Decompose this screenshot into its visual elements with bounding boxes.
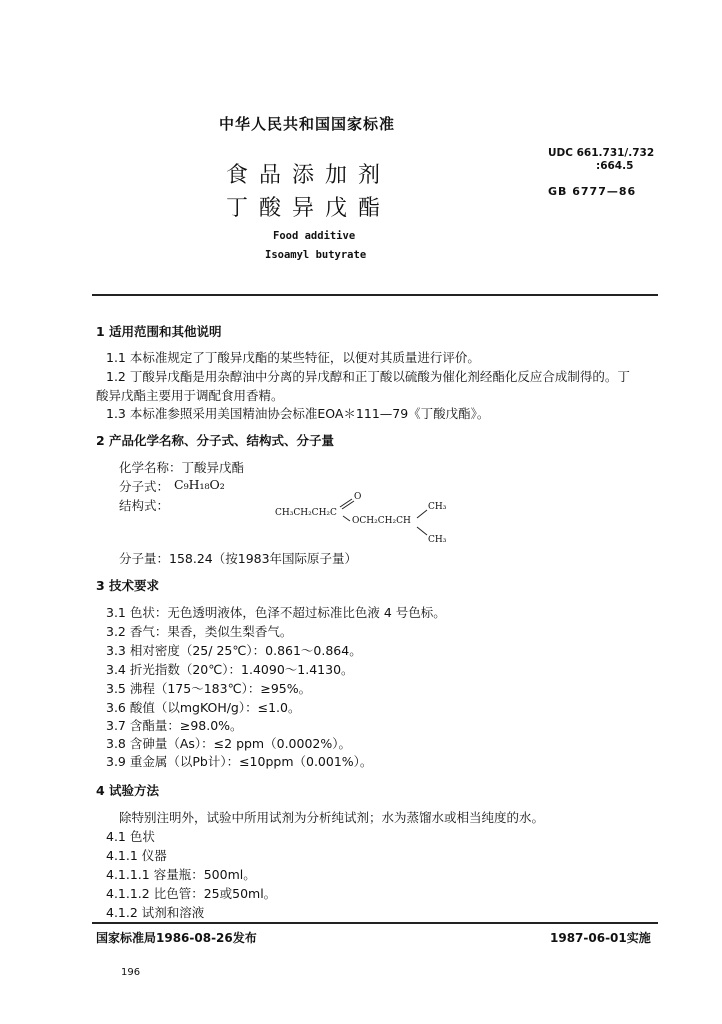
clause-1-3: 1.3 本标准参照采用美国精油协会标准EOA＊111—79《丁酸戊酯》。 — [106, 406, 490, 421]
effective-date: 1987-06-01实施 — [550, 931, 651, 945]
page-number: 196 — [121, 967, 141, 978]
clause-3-5: 3.5 沸程（175～183℃）：≥95%。 — [106, 681, 312, 696]
structure-methyl-top: CH₃ — [428, 502, 447, 512]
structure-carbonyl-oxygen: O — [354, 492, 362, 502]
clause-3-9: 3.9 重金属（以Pb计）：≤10ppm（0.001%）。 — [106, 754, 373, 769]
udc-code-line1: UDC 661.731/.732 — [548, 147, 655, 159]
clause-1-2-line1: 1.2 丁酸异戊酯是用杂醇油中分离的异戊醇和正丁酸以硫酸为催化剂经酯化反应合成制得的。丁 — [106, 369, 630, 384]
clause-3-7: 3.7 含酯量：≥98.0%。 — [106, 718, 243, 733]
clause-4-1-1: 4.1.1 仪器 — [106, 848, 167, 863]
clause-3-3: 3.3 相对密度（25/ 25℃）：0.861～0.864。 — [106, 643, 362, 658]
footer-rule — [92, 922, 658, 924]
structure-methyl-bottom: CH₃ — [428, 535, 447, 545]
clause-4-1-1-2: 4.1.1.2 比色管：25或50ml。 — [106, 886, 277, 901]
molecular-weight: 分子量：158.24（按1983年国际原子量） — [119, 551, 358, 566]
udc-code-line2: :664.5 — [596, 160, 634, 172]
chemical-name: 化学名称：丁酸异戊酯 — [119, 460, 245, 475]
structural-formula-label: 结构式： — [119, 498, 170, 513]
clause-4-1-1-1: 4.1.1.1 容量瓶：500ml。 — [106, 867, 256, 882]
clause-4-1-2: 4.1.2 试剂和溶液 — [106, 905, 205, 920]
national-standard-title: 中华人民共和国国家标准 — [219, 115, 396, 133]
clause-3-8: 3.8 含砷量（As）：≤2 ppm（0.0002%）。 — [106, 736, 351, 751]
molecular-formula-label: 分子式： — [119, 479, 170, 494]
section2-heading: 2 产品化学名称、分子式、结构式、分子量 — [96, 433, 335, 448]
title-en-line2: Isoamyl butyrate — [265, 249, 367, 261]
clause-3-1: 3.1 色状：无色透明液体，色泽不超过标准比色液 4 号色标。 — [106, 605, 446, 620]
gb-code: GB 6777—86 — [548, 185, 637, 198]
clause-3-4: 3.4 折光指数（20℃）：1.4090～1.4130。 — [106, 662, 354, 677]
structure-right-chain: OCH₂CH₂CH — [352, 516, 411, 526]
title-cn-line2: 丁 酸 异 戊 酯 — [226, 196, 382, 221]
section4-intro: 除特别注明外，试验中所用试剂为分析纯试剂；水为蒸馏水或相当纯度的水。 — [119, 810, 545, 825]
title-cn-line1: 食 品 添 加 剂 — [226, 163, 382, 188]
structure-left-chain: CH₃CH₂CH₂C — [275, 508, 337, 518]
clause-1-1: 1.1 本标准规定了丁酸异戊酯的某些特征，以便对其质量进行评价。 — [106, 350, 480, 365]
molecular-formula: C₉H₁₈O₂ — [174, 477, 225, 492]
clause-1-2-line2: 酸异戊酯主要用于调配食用香精。 — [96, 388, 284, 403]
clause-3-6: 3.6 酸值（以mgKOH/g）：≤1.0。 — [106, 700, 301, 715]
section3-heading: 3 技术要求 — [96, 578, 160, 593]
title-en-line1: Food additive — [273, 230, 356, 242]
clause-4-1: 4.1 色状 — [106, 829, 155, 844]
clause-3-2: 3.2 香气：果香，类似生梨香气。 — [106, 624, 293, 639]
section1-heading: 1 适用范围和其他说明 — [96, 324, 222, 339]
issue-date: 国家标准局1986-08-26发布 — [96, 931, 257, 945]
section4-heading: 4 试验方法 — [96, 783, 160, 798]
